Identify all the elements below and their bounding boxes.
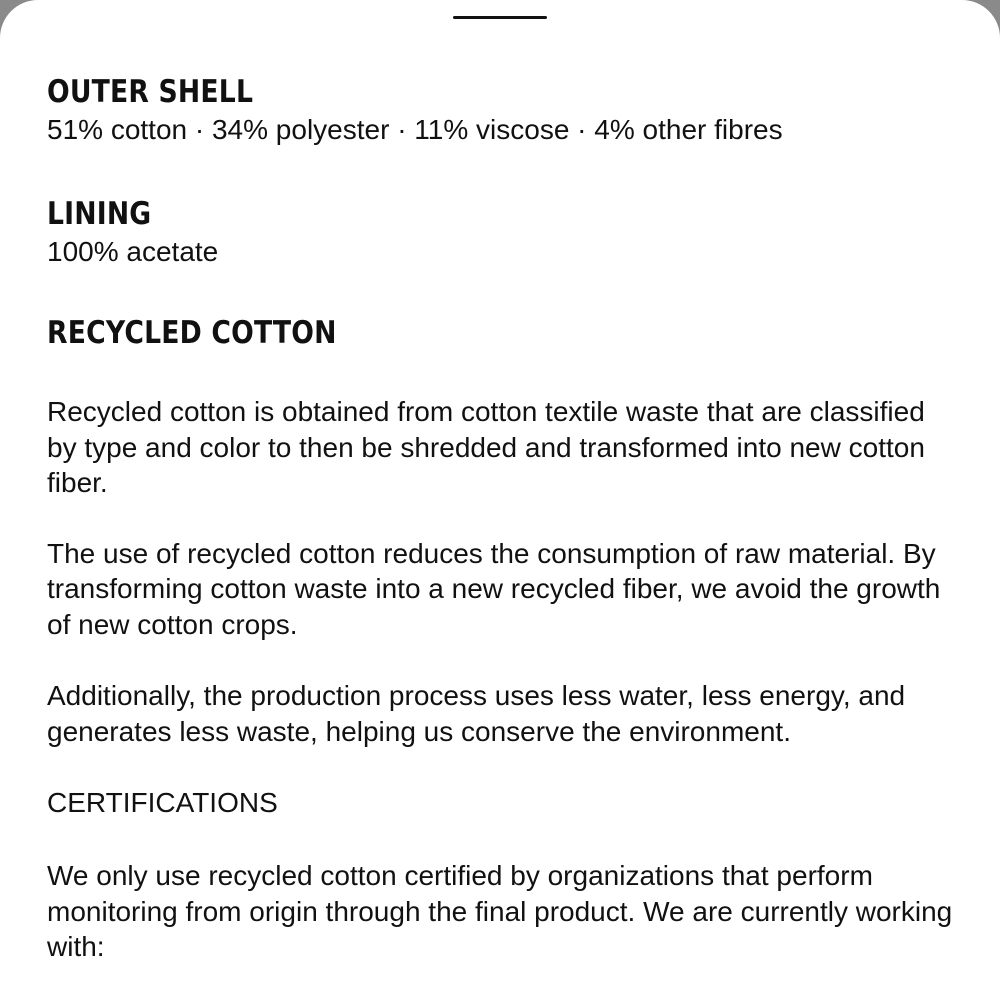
recycled-cotton-paragraph: Additionally, the production process uses less water, less energy, and generates less waste, helping us conserve the environment. <box>47 680 906 747</box>
recycled-cotton-paragraph: The use of recycled cotton reduces the consumption of raw material. By transforming cotton waste into a new recycled fiber, we avoid the growth of new cotton crops. <box>47 537 941 640</box>
recycled-cotton-title: RECYCLED COTTON <box>47 315 337 351</box>
outer-shell-title: OUTER SHELL <box>47 74 254 110</box>
certifications-label: CERTIFICATIONS <box>47 787 278 818</box>
recycled-cotton-paragraph: Recycled cotton is obtained from cotton textile waste that are classified by type and color to then be shredded and transformed into new cotton fiber. <box>47 396 925 498</box>
sheet-drag-handle[interactable] <box>453 16 547 19</box>
certifications-text: We only use recycled cotton certified by organizations that perform monitoring from origin through the final product. We are currently working with: <box>47 860 953 962</box>
lining-composition: 100% acetate <box>47 236 219 267</box>
lining-title: LINING <box>47 196 152 232</box>
outer-shell-composition: 51% cotton · 34% polyester · 11% viscose · 4% other fibres <box>47 114 783 145</box>
outer-shell-section <box>47 72 962 148</box>
composition-content <box>47 72 962 965</box>
recycled-cotton-section <box>47 313 962 965</box>
lining-section <box>47 194 962 270</box>
